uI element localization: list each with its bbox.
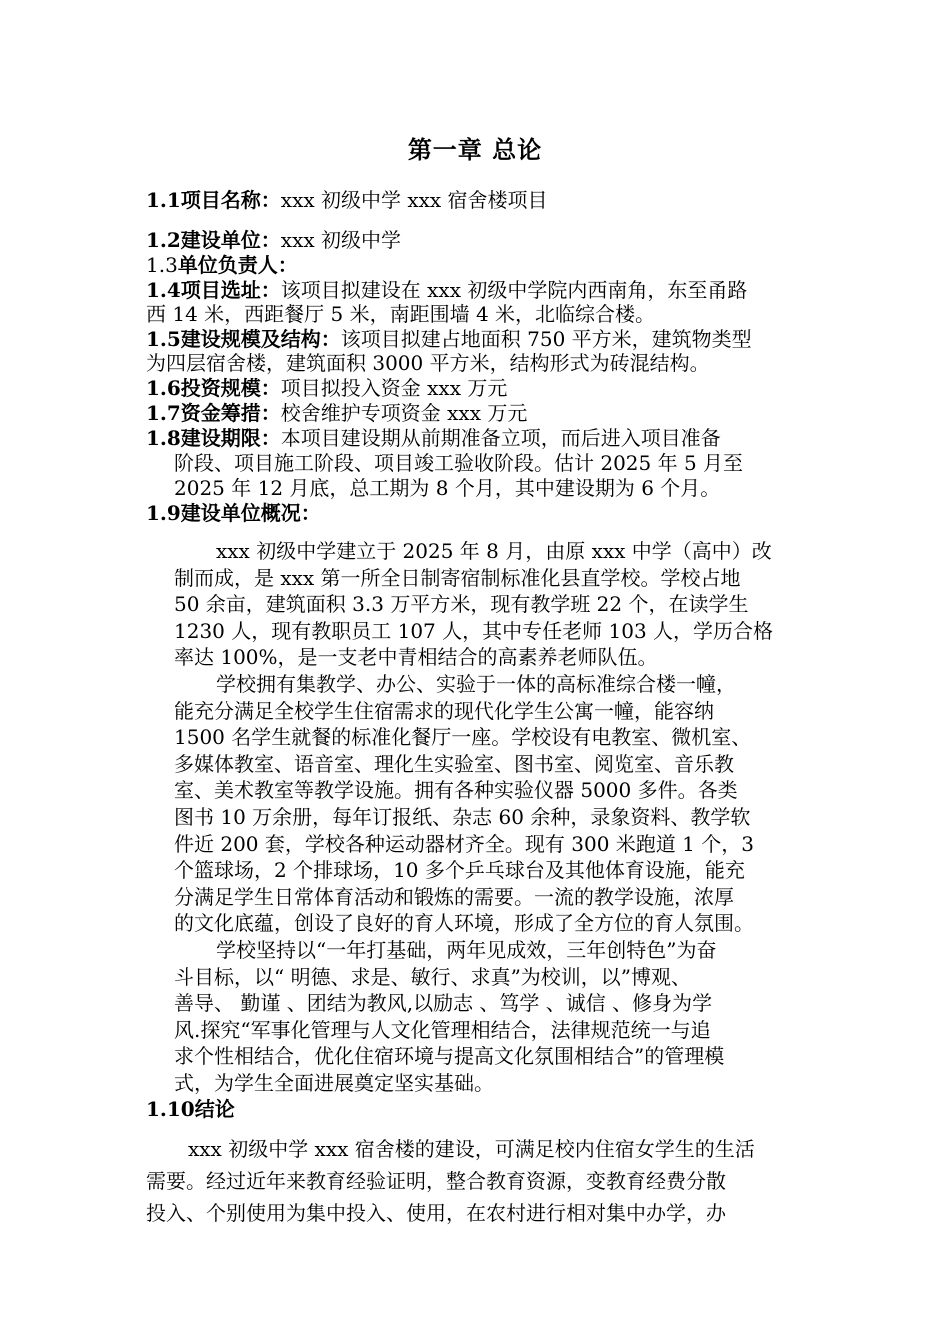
section-1-2 [146, 227, 826, 254]
section-text: 本项目建设期从前期准备立项，而后进入项目准备 [280, 426, 721, 450]
paragraph-line: 室、美术教室等教学设施。拥有各种实验仪器 5000 多件。各类 [174, 778, 738, 803]
section-text: 该项目拟建占地面积 750 平方米，建筑物类型 [340, 327, 752, 351]
paragraph-line: 个篮球场，2 个排球场，10 多个乒乓球台及其他体育设施，能充 [174, 858, 745, 883]
section-1-4 [146, 277, 826, 304]
section-label: 投资规模： [180, 376, 281, 400]
section-1-8 [146, 425, 826, 452]
section-1-8-continued: 阶段、项目施工阶段、项目竣工验收阶段。估计 2025 年 5 月至 [174, 451, 744, 475]
section-text: 项目拟投入资金 xxx 万元 [280, 376, 508, 400]
section-1-9 [146, 500, 826, 527]
paragraph-line: 风.探究“军事化管理与人文化管理相结合，法律规范统一与追 [174, 1017, 711, 1042]
section-label: 建设规模及结构： [180, 327, 341, 351]
section-1-5-continued: 为四层宿舍楼，建筑面积 3000 平方米，结构形式为砖混结构。 [146, 351, 710, 375]
section-number: 1.5 [146, 327, 181, 351]
section-1-6 [146, 375, 826, 402]
paragraph-line: 学校坚持以“一年打基础，两年见成效，三年创特色”为奋 [216, 938, 717, 962]
paragraph-line: 1500 名学生就餐的标准化餐厅一座。学校设有电教室、微机室、 [174, 725, 752, 750]
paragraph-line: 求个性相结合，优化住宿环境与提高文化氛围相结合”的管理模 [174, 1044, 725, 1069]
paragraph-line: 多媒体教室、语音室、理化生实验室、图书室、阅览室、音乐教 [174, 751, 734, 776]
paragraph-line: 制而成，是 xxx 第一所全日制寄宿制标准化县直学校。学校占地 [174, 565, 741, 590]
paragraph-line: 式，为学生全面进展奠定坚实基础。 [174, 1070, 494, 1095]
section-label: 项目选址： [180, 278, 281, 302]
section-number: 1.4 [146, 278, 181, 302]
section-label: 结论 [194, 1097, 235, 1121]
section-number: 1.3 [146, 253, 178, 277]
section-1-5 [146, 326, 826, 353]
section-number: 1.10 [146, 1097, 195, 1121]
paragraph-line: 1230 人，现有教职员工 107 人，其中专任老师 103 人，学历合格 [174, 618, 774, 643]
section-1-3 [146, 252, 826, 279]
section-number: 1.7 [146, 401, 181, 425]
chapter-title: 第一章 总论 [407, 135, 543, 164]
section-1-7 [146, 400, 826, 427]
school-overview-paragraph-2 [174, 671, 824, 937]
paragraph-line: 率达 100%，是一支老中青相结合的高素养老师队伍。 [174, 645, 658, 670]
section-1-4-continued: 西 14 米，西距餐厅 5 米，南距围墙 4 米，北临综合楼。 [146, 302, 656, 326]
paragraph-line: 需要。经过近年来教育经验证明，整合教育资源，变教育经费分散 [146, 1169, 726, 1193]
school-overview-paragraph-1 [174, 538, 824, 671]
paragraph-line: 能充分满足全校学生住宿需求的现代化学生公寓一幢，能容纳 [174, 698, 714, 723]
paragraph-line: 50 余亩，建筑面积 3.3 万平方米，现有教学班 22 个，在读学生 [174, 592, 749, 617]
section-text: xxx 初级中学 xxx 宿舍楼项目 [280, 188, 548, 212]
section-number: 1.1 [146, 188, 181, 212]
paragraph-line: 学校拥有集教学、办公、实验于一体的高标准综合楼一幢， [216, 672, 736, 696]
paragraph-line: 善导、 勤谨 、团结为教风,以励志 、笃学 、诚信 、修身为学 [174, 991, 713, 1016]
section-1-1 [146, 187, 826, 214]
section-1-10 [146, 1096, 826, 1123]
section-text: 该项目拟建设在 xxx 初级中学院内西南角，东至甬路 [280, 278, 748, 302]
conclusion-paragraph [146, 1133, 816, 1229]
paragraph-line: 图书 10 万余册，每年订报纸、杂志 60 余种，录象资料、教学软 [174, 804, 751, 829]
section-label: 建设单位概况： [180, 501, 321, 525]
school-overview-paragraph-3 [174, 937, 824, 1097]
paragraph-line: 的文化底蕴，创设了良好的育人环境，形成了全方位的育人氛围。 [174, 911, 754, 936]
paragraph-line: 斗目标，以“ 明德、求是、敏行、求真”为校训，以”博观、 [174, 964, 692, 989]
section-label: 单位负责人： [177, 253, 298, 277]
section-label: 资金筹措： [180, 401, 281, 425]
paragraph-line: 件近 200 套，学校各种运动器材齐全。现有 300 米跑道 1 个，3 [174, 831, 754, 856]
section-1-8-continued-2: 2025 年 12 月底，总工期为 8 个月，其中建设期为 6 个月。 [174, 476, 721, 500]
paragraph-line: 投入、个别使用为集中投入、使用，在农村进行相对集中办学，办 [146, 1201, 726, 1225]
section-number: 1.8 [146, 426, 181, 450]
section-number: 1.6 [146, 376, 181, 400]
section-label: 建设单位： [180, 228, 281, 252]
section-text: xxx 初级中学 [280, 228, 401, 252]
section-label: 项目名称： [180, 188, 281, 212]
section-number: 1.9 [146, 501, 181, 525]
paragraph-line: 分满足学生日常体育活动和锻炼的需要。一流的教学设施，浓厚 [174, 884, 734, 909]
section-number: 1.2 [146, 228, 181, 252]
paragraph-line: xxx 初级中学 xxx 宿舍楼的建设，可满足校内住宿女学生的生活 [188, 1137, 755, 1161]
paragraph-line: xxx 初级中学建立于 2025 年 8 月，由原 xxx 中学（高中）改 [216, 539, 772, 563]
section-text: 校舍维护专项资金 xxx 万元 [280, 401, 528, 425]
section-label: 建设期限： [180, 426, 281, 450]
